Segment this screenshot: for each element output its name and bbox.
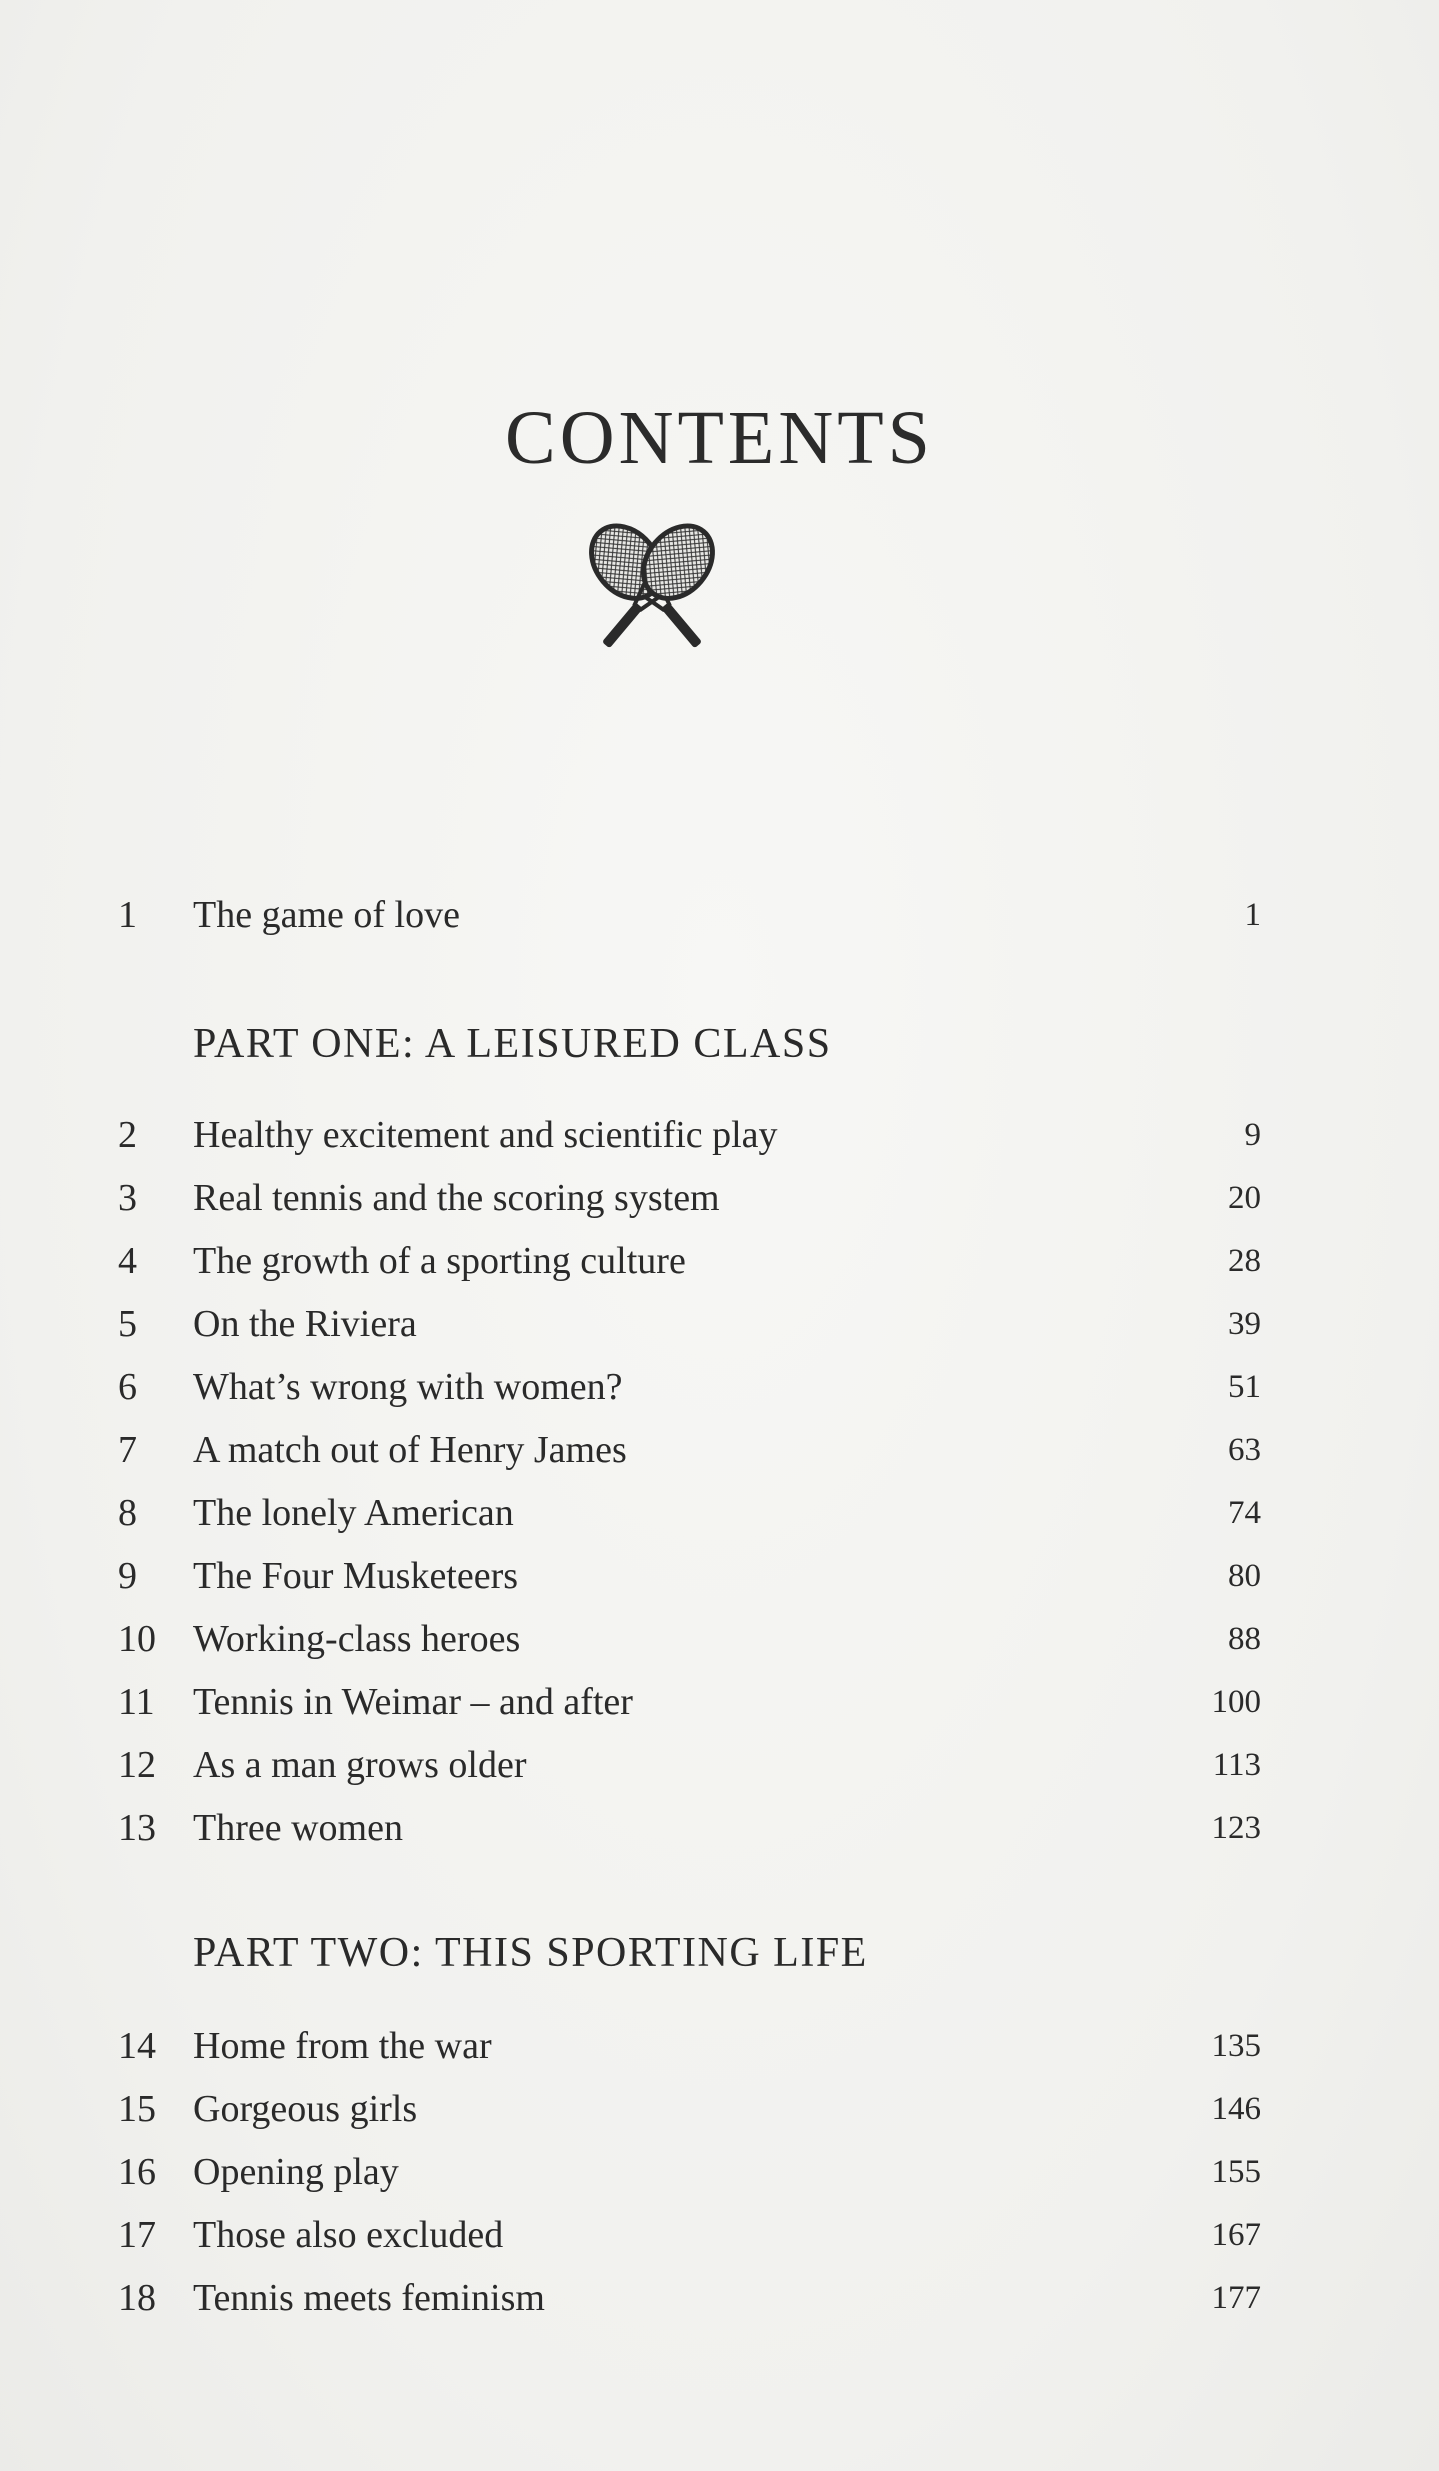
chapter-number: 1 bbox=[118, 894, 137, 936]
chapter-number: 10 bbox=[118, 1618, 156, 1660]
page-number: 39 bbox=[1228, 1306, 1261, 1342]
toc-entry bbox=[0, 1488, 1439, 1538]
chapter-number: 14 bbox=[118, 2025, 156, 2067]
chapter-number: 4 bbox=[118, 1240, 137, 1282]
chapter-title: Those also excluded bbox=[193, 2214, 504, 2256]
chapter-number: 8 bbox=[118, 1492, 137, 1534]
part-heading: PART ONE: A LEISURED CLASS bbox=[193, 1021, 832, 1067]
page-number: 155 bbox=[1211, 2154, 1261, 2190]
chapter-title: Gorgeous girls bbox=[193, 2088, 418, 2130]
chapter-title: The game of love bbox=[193, 894, 460, 936]
toc-entry bbox=[0, 1740, 1439, 1790]
page-number: 100 bbox=[1211, 1684, 1261, 1720]
chapter-number: 15 bbox=[118, 2088, 156, 2130]
page-number: 80 bbox=[1228, 1558, 1261, 1594]
toc-entry bbox=[0, 1299, 1439, 1349]
toc-entry bbox=[0, 890, 1439, 940]
toc-entry bbox=[0, 2273, 1439, 2323]
toc-entry bbox=[0, 1425, 1439, 1475]
chapter-number: 13 bbox=[118, 1807, 156, 1849]
toc-entry bbox=[0, 2210, 1439, 2260]
chapter-title: Home from the war bbox=[193, 2025, 492, 2067]
toc-entry bbox=[0, 1803, 1439, 1853]
chapter-number: 6 bbox=[118, 1366, 137, 1408]
chapter-title: What’s wrong with women? bbox=[193, 1366, 623, 1408]
chapter-number: 7 bbox=[118, 1429, 137, 1471]
chapter-number: 16 bbox=[118, 2151, 156, 2193]
chapter-number: 5 bbox=[118, 1303, 137, 1345]
toc-entry bbox=[0, 1110, 1439, 1160]
chapter-title: Three women bbox=[193, 1807, 403, 1849]
chapter-title: As a man grows older bbox=[193, 1744, 527, 1786]
toc-entry bbox=[0, 2084, 1439, 2134]
toc-entry bbox=[0, 1551, 1439, 1601]
toc-entry bbox=[0, 1173, 1439, 1223]
chapter-title: Tennis in Weimar – and after bbox=[193, 1681, 633, 1723]
chapter-number: 3 bbox=[118, 1177, 137, 1219]
toc-entry bbox=[0, 1677, 1439, 1727]
page-number: 28 bbox=[1228, 1243, 1261, 1279]
page-number: 177 bbox=[1211, 2280, 1261, 2316]
toc-entry bbox=[0, 1236, 1439, 1286]
page-number: 88 bbox=[1228, 1621, 1261, 1657]
toc-entry bbox=[0, 2021, 1439, 2071]
chapter-title: Working-class heroes bbox=[193, 1618, 521, 1660]
chapter-title: Healthy excitement and scientific play bbox=[193, 1114, 778, 1156]
page-number: 1 bbox=[1244, 897, 1261, 933]
chapter-number: 2 bbox=[118, 1114, 137, 1156]
chapter-number: 18 bbox=[118, 2277, 156, 2319]
chapter-title: The lonely American bbox=[193, 1492, 514, 1534]
chapter-title: Tennis meets feminism bbox=[193, 2277, 545, 2319]
crossed-tennis-rackets-icon bbox=[552, 505, 752, 675]
chapter-title: Opening play bbox=[193, 2151, 399, 2193]
chapter-title: On the Riviera bbox=[193, 1303, 417, 1345]
chapter-title: A match out of Henry James bbox=[193, 1429, 627, 1471]
chapter-title: Real tennis and the scoring system bbox=[193, 1177, 720, 1219]
page-number: 63 bbox=[1228, 1432, 1261, 1468]
page-number: 113 bbox=[1212, 1747, 1261, 1783]
page-number: 135 bbox=[1211, 2028, 1261, 2064]
chapter-number: 11 bbox=[118, 1681, 155, 1723]
toc-entry bbox=[0, 1614, 1439, 1664]
chapter-number: 17 bbox=[118, 2214, 156, 2256]
toc-entry bbox=[0, 2147, 1439, 2197]
page-number: 167 bbox=[1211, 2217, 1261, 2253]
page-number: 9 bbox=[1244, 1117, 1261, 1153]
chapter-number: 12 bbox=[118, 1744, 156, 1786]
page-number: 51 bbox=[1228, 1369, 1261, 1405]
toc-entry bbox=[0, 1362, 1439, 1412]
part-heading: PART TWO: THIS SPORTING LIFE bbox=[193, 1930, 868, 1976]
page-number: 74 bbox=[1228, 1495, 1261, 1531]
chapter-title: The growth of a sporting culture bbox=[193, 1240, 686, 1282]
page-number: 146 bbox=[1211, 2091, 1261, 2127]
page-number: 20 bbox=[1228, 1180, 1261, 1216]
chapter-title: The Four Musketeers bbox=[193, 1555, 519, 1597]
page-title: CONTENTS bbox=[505, 396, 934, 480]
page-number: 123 bbox=[1211, 1810, 1261, 1846]
chapter-number: 9 bbox=[118, 1555, 137, 1597]
